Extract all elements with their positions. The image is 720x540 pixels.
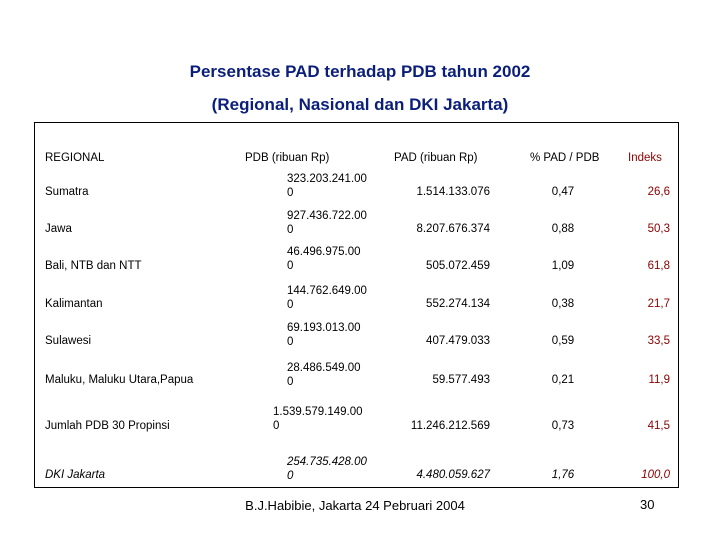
row-pdb: 69.193.013.00 0 xyxy=(287,322,361,348)
page-number: 30 xyxy=(640,497,655,512)
row-pad: 552.274.134 xyxy=(426,298,490,310)
row-pdb: 144.762.649.00 0 xyxy=(287,285,367,311)
header-pad: PAD (ribuan Rp) xyxy=(394,152,478,164)
slide-subtitle: (Regional, Nasional dan DKI Jakarta) xyxy=(211,95,509,114)
row-pad: 8.207.676.374 xyxy=(416,223,490,235)
row-indeks: 21,7 xyxy=(647,298,670,310)
row-pad: 1.514.133.076 xyxy=(416,186,490,198)
row-pad: 4.480.059.627 xyxy=(416,469,490,481)
row-pdb: 1.539.579.149.00 0 xyxy=(273,406,363,432)
row-pdb: 254.735.428.00 0 xyxy=(287,456,367,482)
row-indeks: 26,6 xyxy=(647,186,670,198)
row-indeks: 61,8 xyxy=(647,260,670,272)
row-regional: Bali, NTB dan NTT xyxy=(45,260,142,272)
row-pdb: 28.486.549.00 0 xyxy=(287,362,361,388)
row-pad: 407.479.033 xyxy=(426,335,490,347)
row-pct: 0,47 xyxy=(551,186,575,198)
row-indeks: 50,3 xyxy=(647,223,670,235)
header-regional: REGIONAL xyxy=(45,152,105,164)
row-indeks: 100,0 xyxy=(641,469,670,481)
row-pct: 1,76 xyxy=(551,469,575,481)
header-pdb: PDB (ribuan Rp) xyxy=(245,152,330,164)
row-pad: 505.072.459 xyxy=(426,260,490,272)
row-regional: Sulawesi xyxy=(45,335,92,347)
row-pad: 11.246.212.569 xyxy=(410,420,490,432)
row-regional: DKI Jakarta xyxy=(45,469,106,481)
row-pct: 0,38 xyxy=(551,298,575,310)
header-pct: % PAD / PDB xyxy=(530,152,600,164)
row-pdb: 927.436.722.00 0 xyxy=(287,210,367,236)
row-pct: 1,09 xyxy=(551,260,575,272)
row-pct: 0,59 xyxy=(551,335,575,347)
row-pdb: 323.203.241.00 0 xyxy=(287,173,367,199)
row-indeks: 33,5 xyxy=(647,335,670,347)
row-pct: 0,73 xyxy=(551,420,575,432)
header-indeks: Indeks xyxy=(628,152,662,164)
row-regional: Maluku, Maluku Utara,Papua xyxy=(45,374,194,386)
row-pct: 0,21 xyxy=(551,374,575,386)
row-indeks: 11,9 xyxy=(648,374,670,386)
row-regional: Kalimantan xyxy=(45,298,103,310)
footer-credit: B.J.Habibie, Jakarta 24 Pebruari 2004 xyxy=(245,498,465,513)
row-pad: 59.577.493 xyxy=(432,374,490,386)
row-regional: Jawa xyxy=(45,223,72,235)
row-pct: 0,88 xyxy=(551,223,575,235)
slide-title: Persentase PAD terhadap PDB tahun 2002 xyxy=(189,62,531,81)
row-regional: Jumlah PDB 30 Propinsi xyxy=(45,420,170,432)
row-regional: Sumatra xyxy=(45,186,89,198)
row-pdb: 46.496.975.00 0 xyxy=(287,246,361,272)
row-indeks: 41,5 xyxy=(647,420,670,432)
